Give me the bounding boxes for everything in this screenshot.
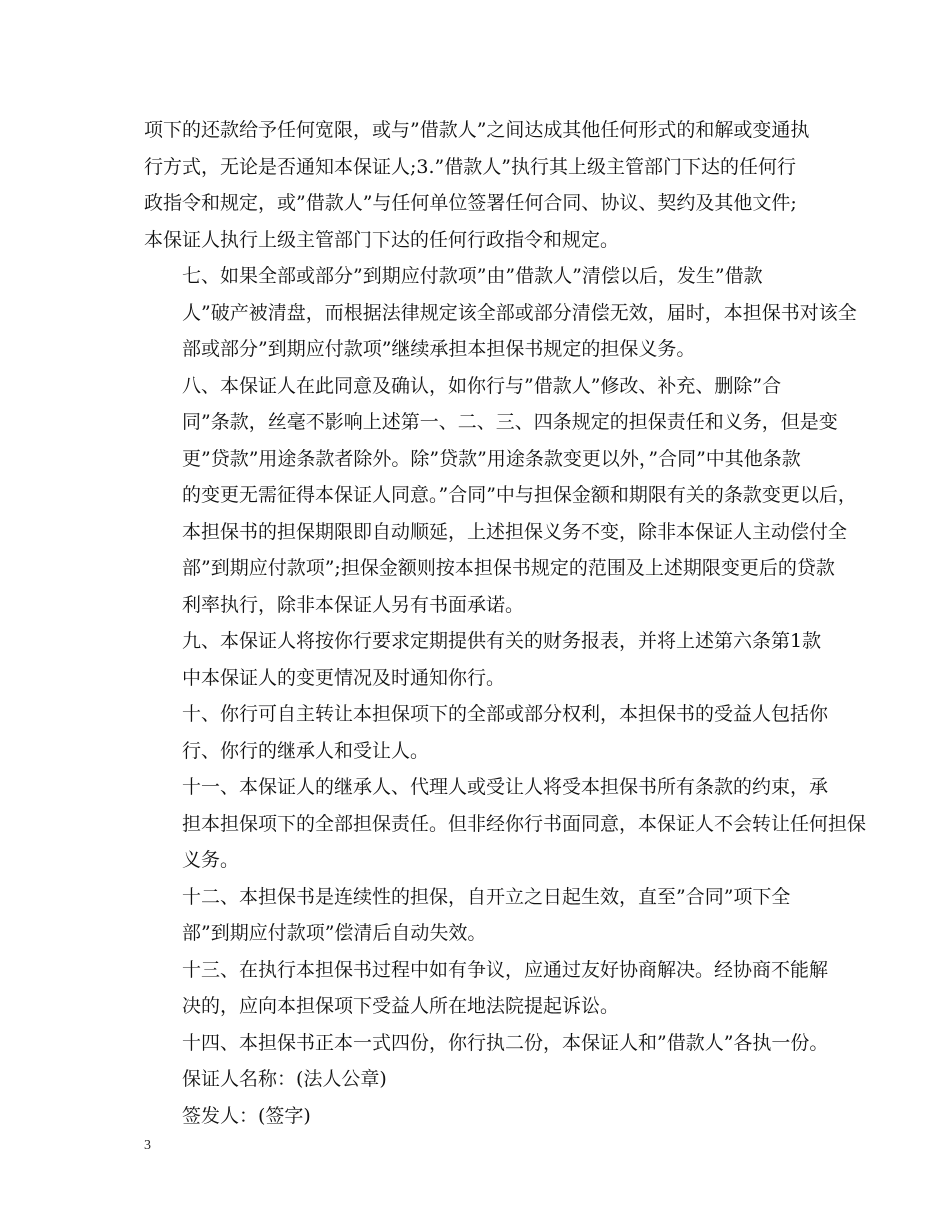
paragraph-line: 十二、本担保书是连续性的担保，自开立之日起生效，直至”合同”项下全 bbox=[182, 885, 791, 908]
paragraph-p-14 bbox=[144, 1025, 829, 1062]
paragraph-line: 利率执行，除非本保证人另有书面承诺。 bbox=[182, 593, 525, 616]
paragraph-line: 项下的还款给予任何宽限，或与”借款人”之间达成其他任何形式的和解或变通执 bbox=[144, 119, 810, 141]
paragraph-line: 本担保书的担保期限即自动顺延，上述担保义务不变，除非本保证人主动偿付全 bbox=[182, 520, 848, 543]
page-number: 3 bbox=[144, 1138, 151, 1153]
paragraph-line: 十一、本保证人的继承人、代理人或受让人将受本担保书所有条款的约束，承 bbox=[182, 776, 829, 798]
paragraph-line: 九、本保证人将按你行要求定期提供有关的财务报表，并将上述第六条第1款 bbox=[182, 630, 822, 652]
paragraph-line: 中本保证人的变更情况及时通知你行。 bbox=[182, 666, 506, 689]
paragraph-line: 担本担保项下的全部担保责任。但非经你行书面同意，本保证人不会转让任何担保 bbox=[182, 812, 867, 835]
issuer-label: 签发人：(签字) bbox=[182, 1104, 311, 1127]
paragraph-line: 部或部分”到期应付款项”继续承担本担保书规定的担保义务。 bbox=[182, 338, 696, 360]
paragraph-p-9 bbox=[144, 623, 824, 696]
paragraph-line: 同”条款，丝毫不影响上述第一、二、三、四条规定的担保责任和义务，但是变 bbox=[182, 411, 838, 433]
paragraph-list bbox=[144, 112, 867, 1061]
paragraph-p-11 bbox=[144, 769, 867, 879]
paragraph-p-7 bbox=[144, 258, 857, 368]
paragraph-p-13 bbox=[144, 952, 829, 1025]
paragraph-p-8 bbox=[144, 368, 857, 624]
paragraph-line: 义务。 bbox=[182, 849, 240, 871]
paragraph-line: 部”到期应付款项”;担保金额则按本担保书规定的范围及上述期限变更后的贷款 bbox=[182, 557, 835, 579]
paragraph-line: 人”破产被清盘，而根据法律规定该全部或部分清偿无效，届时，本担保书对该全 bbox=[182, 301, 857, 324]
paragraph-p-10 bbox=[144, 696, 829, 769]
paragraph-line: 行、你行的继承人和受让人。 bbox=[182, 739, 430, 762]
paragraph-p-continuation bbox=[144, 112, 824, 258]
paragraph-line: 十四、本担保书正本一式四份，你行执二份，本保证人和”借款人”各执一份。 bbox=[182, 1031, 829, 1054]
paragraph-line: 决的，应向本担保项下受益人所在地法院提起诉讼。 bbox=[182, 995, 620, 1017]
paragraph-line: 七、如果全部或部分”到期应付款项”由”借款人”清偿以后，发生”借款 bbox=[182, 265, 763, 287]
paragraph-line: 更”贷款”用途条款者除外。除”贷款”用途条款变更以外，”合同”中其他条款 bbox=[182, 447, 801, 470]
paragraph-line: 十、你行可自主转让本担保项下的全部或部分权利，本担保书的受益人包括你 bbox=[182, 703, 829, 725]
guarantor-name-label: 保证人名称：(法人公章) bbox=[182, 1068, 387, 1090]
paragraph-line: 政指令和规定，或”借款人”与任何单位签署任何合同、协议、契约及其他文件; bbox=[144, 192, 797, 214]
paragraph-line: 行方式，无论是否通知本保证人;3.”借款人”执行其上级主管部门下达的任何行 bbox=[144, 155, 796, 178]
paragraph-line: 本保证人执行上级主管部门下达的任何行政指令和规定。 bbox=[144, 228, 620, 251]
paragraph-line: 八、本保证人在此同意及确认，如你行与”借款人”修改、补充、删除”合 bbox=[182, 374, 782, 397]
paragraph-line: 的变更无需征得本保证人同意。”合同”中与担保金额和期限有关的条款变更以后， bbox=[182, 484, 857, 506]
paragraph-line: 十三、在执行本担保书过程中如有争议，应通过友好协商解决。经协商不能解 bbox=[182, 958, 829, 981]
paragraph-line: 部”到期应付款项”偿清后自动失效。 bbox=[182, 922, 487, 944]
paragraph-p-12 bbox=[144, 879, 824, 952]
document-body bbox=[144, 112, 867, 1134]
